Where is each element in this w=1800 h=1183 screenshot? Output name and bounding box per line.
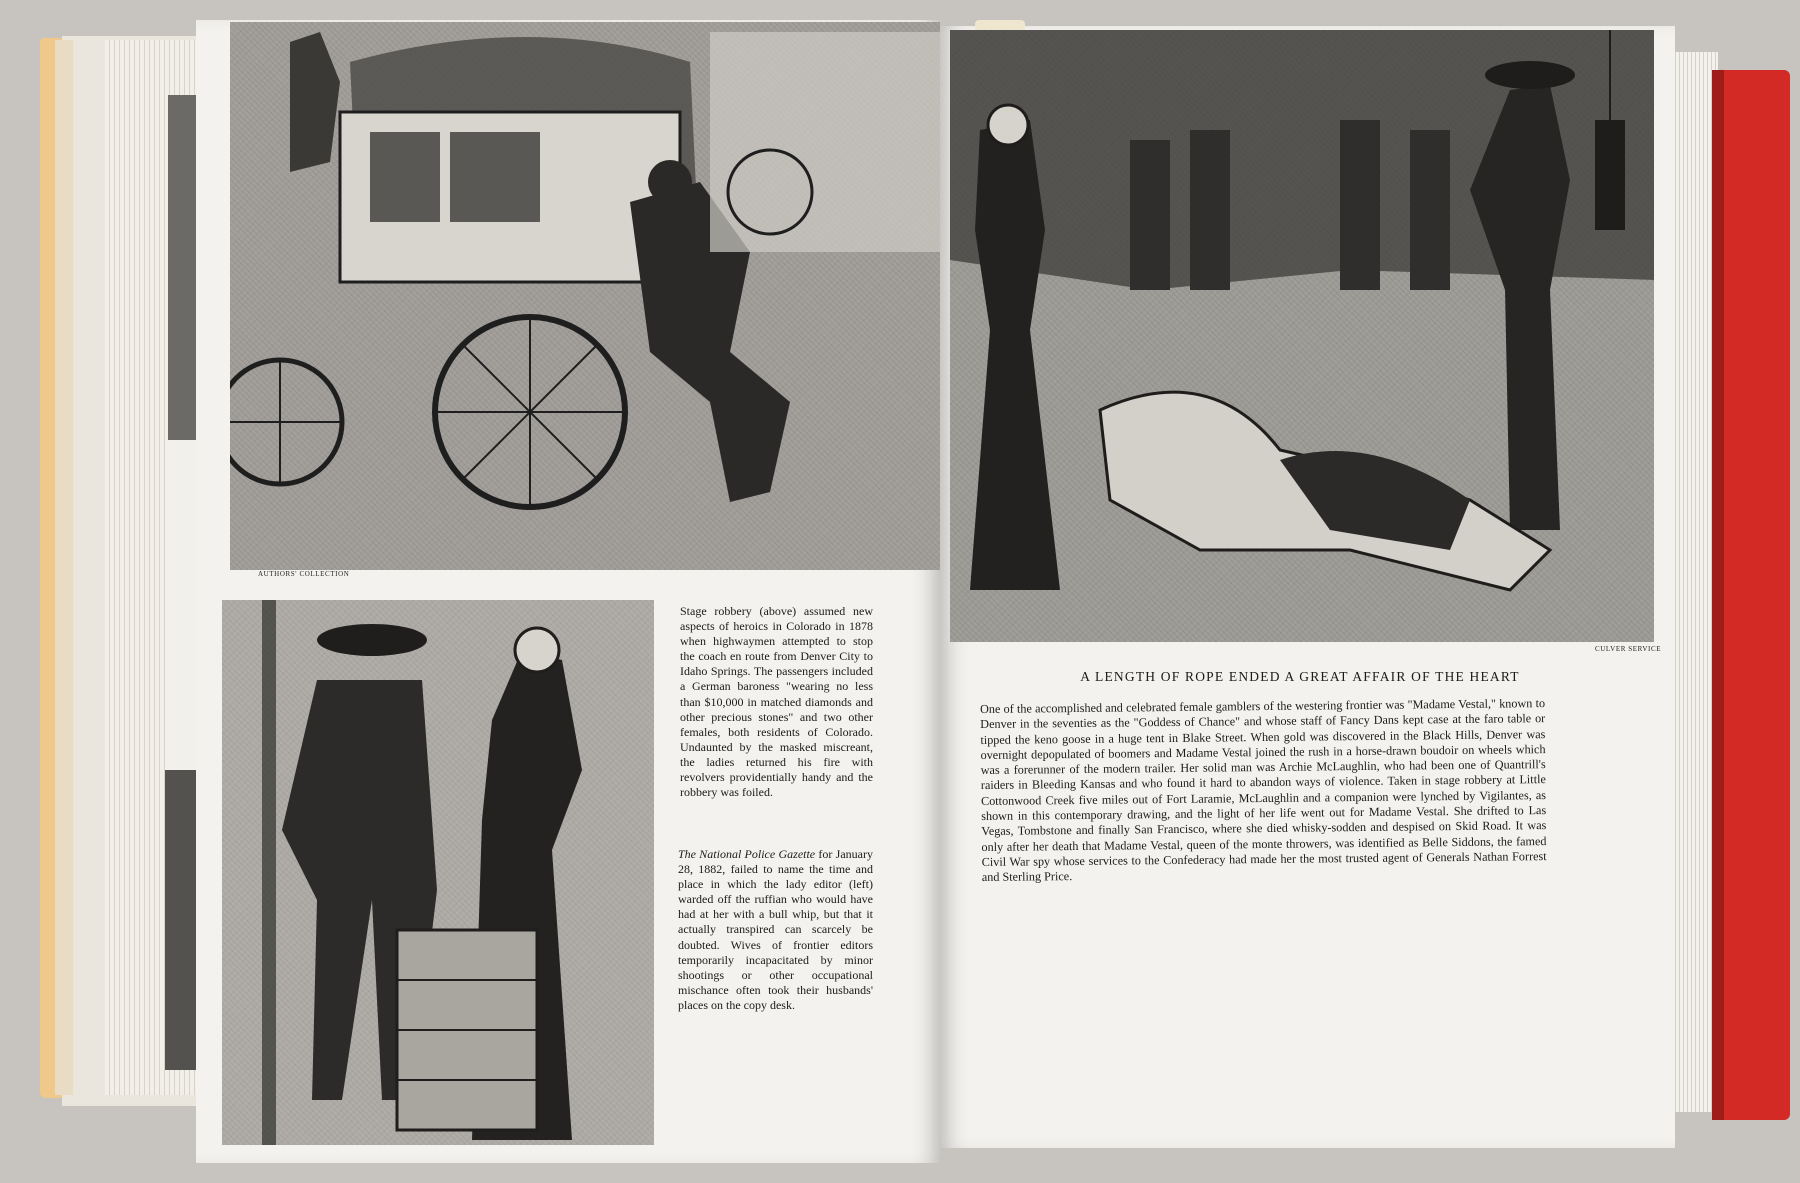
spine-binding <box>55 40 73 1095</box>
article-body: One of the accomplished and celebrated female gamblers of the westering frontier was "Madame Vestal," known to Denver in the seventies as the "Goddess of Chance" and whose staff of Fancy Dans kept case at the faro table or tipped the keno goose in a huge tent in Blake Street. When gold was discovered in the Black Hills, Denver was overnight depopulated of boomers and Madame Vestal joined the rush in a horse-drawn boudoir on wheels which was a forerunner of the modern trailer. Her solid man was Archie McLaughlin, who had been one of Quantrill's raiders in Bleeding Kansas and who found it hard to abandon ways of violence. Taken in stage robbery at Little Cottonwood Creek five miles out of Fort Laramie, McLaughlin and a companion were lynched by Vigilantes, as shown in this contemporary drawing, and the light of her life went out for Madame Vestal. She drifted to Las Vegas, Tombstone and finally San Francisco, where she died whisky-sodden and despised on Skid Road. It was only after her death that Madame Vestal, queen of the monte throwers, was identified as Belle Siddons, the famed Civil War spy whose services to the Confederacy had made her the most trusted agent of Generals Nathan Forrest and Sterling Price. <box>980 696 1547 885</box>
stagecoach-robbery-engraving <box>230 22 940 570</box>
caption-editor-text: for January 28, 1882, failed to name the time and place in which the lady editor (left) warded off the ruffian who would have had at her with a bull whip, but that it actually transpired can scarcely be doubted. Wives of frontier editors temporarily incapacitated by minor shootings or other occupational mischance often took their husbands' places on the copy desk. <box>678 847 874 1012</box>
book-cover-edge <box>1712 70 1724 1120</box>
caption-lady-editor <box>678 847 873 1013</box>
lady-editor-engraving <box>222 600 654 1145</box>
caption-stagecoach-robbery: Stage robbery (above) assumed new aspects of heroics in Colorado in 1878 when highwaymen attempted to stop the coach en route from Denver City to Idaho Springs. The passengers included a German baroness "wearing no less than $10,000 in matched diamonds and other precious stones" and two other females, both residents of Colorado. Undaunted by the masked miscreant, the ladies returned his fire with revolvers providentially handy and the robbery was foiled. <box>680 604 873 800</box>
photo-credit-culver: CULVER SERVICE <box>1595 645 1662 653</box>
right-page-edges <box>1668 52 1718 1112</box>
madame-vestal-engraving <box>950 30 1654 642</box>
article-title: A LENGTH OF ROPE ENDED A GREAT AFFAIR OF THE HEART <box>1080 669 1520 684</box>
caption-publication-title: The National Police Gazette <box>678 847 816 861</box>
photo-credit-authors: AUTHORS' COLLECTION <box>258 570 350 578</box>
